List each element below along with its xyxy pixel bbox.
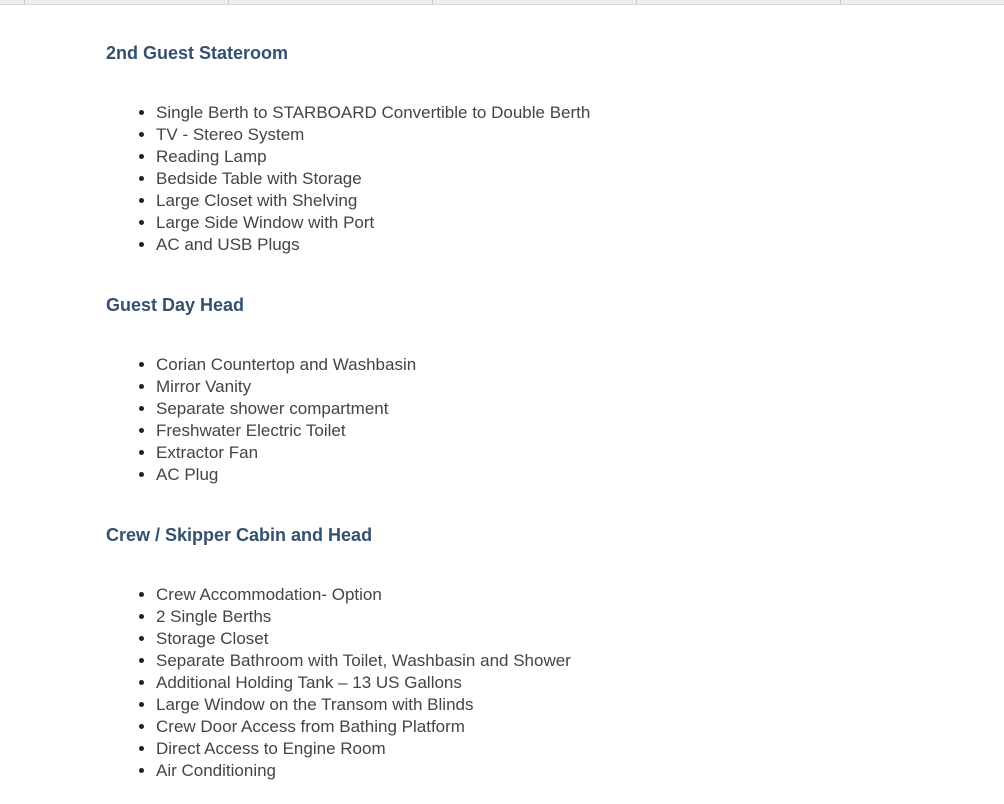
list-item: • Large Closet with Shelving xyxy=(156,190,590,212)
feature-list xyxy=(106,354,416,486)
section-2nd-guest-stateroom xyxy=(106,42,590,256)
list-item: • Separate shower compartment xyxy=(156,398,416,420)
list-item: • Extractor Fan xyxy=(156,442,416,464)
section-crew-skipper-cabin xyxy=(106,524,571,782)
list-item: • TV - Stereo System xyxy=(156,124,590,146)
tab-divider xyxy=(636,0,637,4)
list-item: • Separate Bathroom with Toilet, Washbasin and Shower xyxy=(156,650,571,672)
section-heading: Crew / Skipper Cabin and Head xyxy=(106,525,373,545)
list-item: • Bedside Table with Storage xyxy=(156,168,590,190)
list-item: • Single Berth to STARBOARD Convertible to Double Berth xyxy=(156,102,590,124)
list-item: • Corian Countertop and Washbasin xyxy=(156,354,416,376)
list-item: • Crew Accommodation- Option xyxy=(156,584,571,606)
list-item: • Crew Door Access from Bathing Platform xyxy=(156,716,571,738)
tab-divider xyxy=(432,0,433,4)
list-item: • Freshwater Electric Toilet xyxy=(156,420,416,442)
list-item: • Additional Holding Tank – 13 US Gallons xyxy=(156,672,571,694)
feature-list xyxy=(106,102,590,256)
list-item: • Large Window on the Transom with Blinds xyxy=(156,694,571,716)
list-item: • AC Plug xyxy=(156,464,416,486)
tab-divider xyxy=(840,0,841,4)
top-tab-strip xyxy=(0,0,1004,5)
list-item: • AC and USB Plugs xyxy=(156,234,590,256)
list-item: • Mirror Vanity xyxy=(156,376,416,398)
section-heading: Guest Day Head xyxy=(106,295,245,315)
list-item: • Air Conditioning xyxy=(156,760,571,782)
list-item: • Large Side Window with Port xyxy=(156,212,590,234)
feature-list xyxy=(106,584,571,782)
tab-divider xyxy=(24,0,25,4)
tab-divider xyxy=(228,0,229,4)
list-item: • Reading Lamp xyxy=(156,146,590,168)
list-item: • Direct Access to Engine Room xyxy=(156,738,571,760)
section-guest-day-head xyxy=(106,294,416,486)
section-heading: 2nd Guest Stateroom xyxy=(106,43,289,63)
list-item: • Storage Closet xyxy=(156,628,571,650)
list-item: • 2 Single Berths xyxy=(156,606,571,628)
